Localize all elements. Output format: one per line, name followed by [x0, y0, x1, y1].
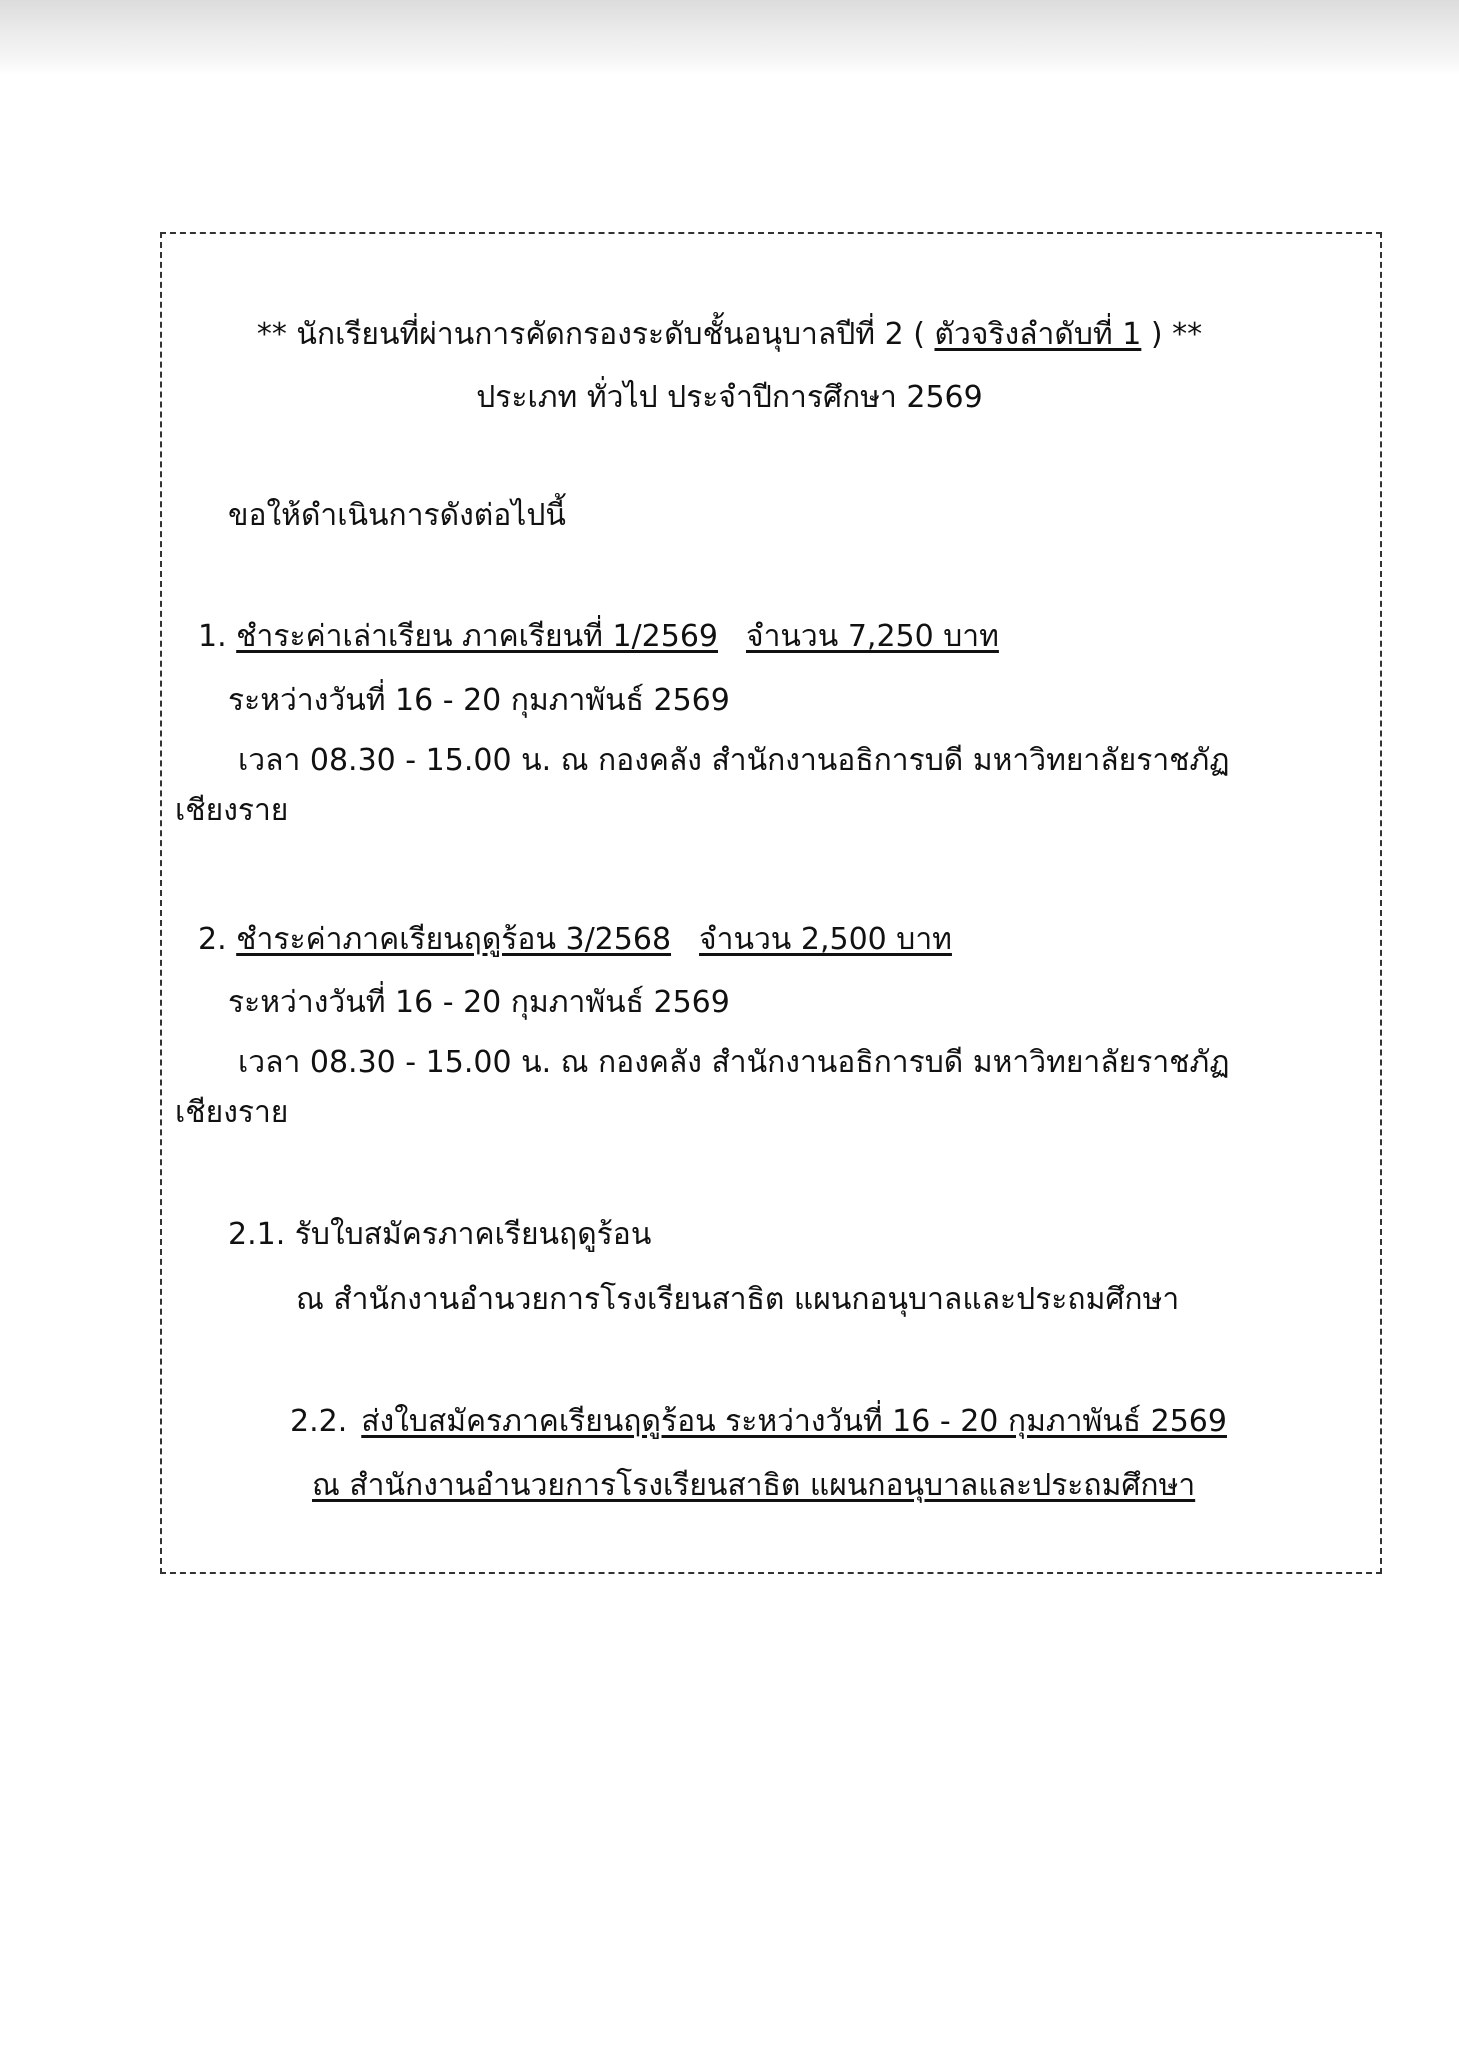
- sub-item-2-1-location: ณ สำนักงานอำนวยการโรงเรียนสาธิต แผนกอนุบาลและประถมศึกษา: [296, 1282, 1180, 1317]
- item-1-place-cont: เชียงราย: [175, 793, 289, 828]
- sub-item-2-2: [290, 1402, 1227, 1442]
- scan-shadow: [0, 0, 1459, 75]
- item-2-heading: [198, 920, 952, 960]
- item-1-date-range: ระหว่างวันที่ 16 - 20 กุมภาพันธ์ 2569: [228, 683, 730, 718]
- sub-item-2-2-number: 2.2.: [290, 1404, 348, 1439]
- item-2-number: 2.: [198, 922, 227, 957]
- title-prefix: ** นักเรียนที่ผ่านการคัดกรองระดับชั้นอนุบาลปีที่ 2 (: [256, 317, 925, 352]
- item-2-place-cont: เชียงราย: [175, 1095, 289, 1130]
- item-1-time-place: เวลา 08.30 - 15.00 น. ณ กองคลัง สำนักงานอธิการบดี มหาวิทยาลัยราชภัฏ: [238, 743, 1230, 778]
- intro-text: ขอให้ดำเนินการดังต่อไปนี้: [228, 498, 566, 533]
- item-2-amount: จำนวน 2,500 บาท: [699, 922, 952, 957]
- item-1-amount: จำนวน 7,250 บาท: [746, 619, 999, 654]
- item-2-time-place: เวลา 08.30 - 15.00 น. ณ กองคลัง สำนักงานอธิการบดี มหาวิทยาลัยราชภัฏ: [238, 1045, 1230, 1080]
- title-suffix: ) **: [1150, 317, 1203, 352]
- notice-subtitle: ประเภท ทั่วไป ประจำปีการศึกษา 2569: [476, 380, 983, 415]
- item-1-number: 1.: [198, 619, 227, 654]
- sub-item-2-2-location-text: ณ สำนักงานอำนวยการโรงเรียนสาธิต แผนกอนุบาลและประถมศึกษา: [312, 1468, 1196, 1503]
- notice-dashed-border: [160, 232, 1382, 1574]
- notice-title: [0, 315, 1459, 355]
- sub-item-2-2-location: [312, 1466, 1195, 1506]
- title-emphasis: ตัวจริงลำดับที่ 1: [934, 317, 1142, 352]
- item-1-heading: [198, 617, 999, 657]
- item-2-date-range: ระหว่างวันที่ 16 - 20 กุมภาพันธ์ 2569: [228, 985, 730, 1020]
- item-1-title: ชำระค่าเล่าเรียน ภาคเรียนที่ 1/2569: [236, 619, 718, 654]
- sub-item-2-1: 2.1. รับใบสมัครภาคเรียนฤดูร้อน: [228, 1217, 652, 1252]
- sub-item-2-2-text: ส่งใบสมัครภาคเรียนฤดูร้อน ระหว่างวันที่ 16 - 20 กุมภาพันธ์ 2569: [361, 1404, 1227, 1439]
- item-2-title: ชำระค่าภาคเรียนฤดูร้อน 3/2568: [236, 922, 672, 957]
